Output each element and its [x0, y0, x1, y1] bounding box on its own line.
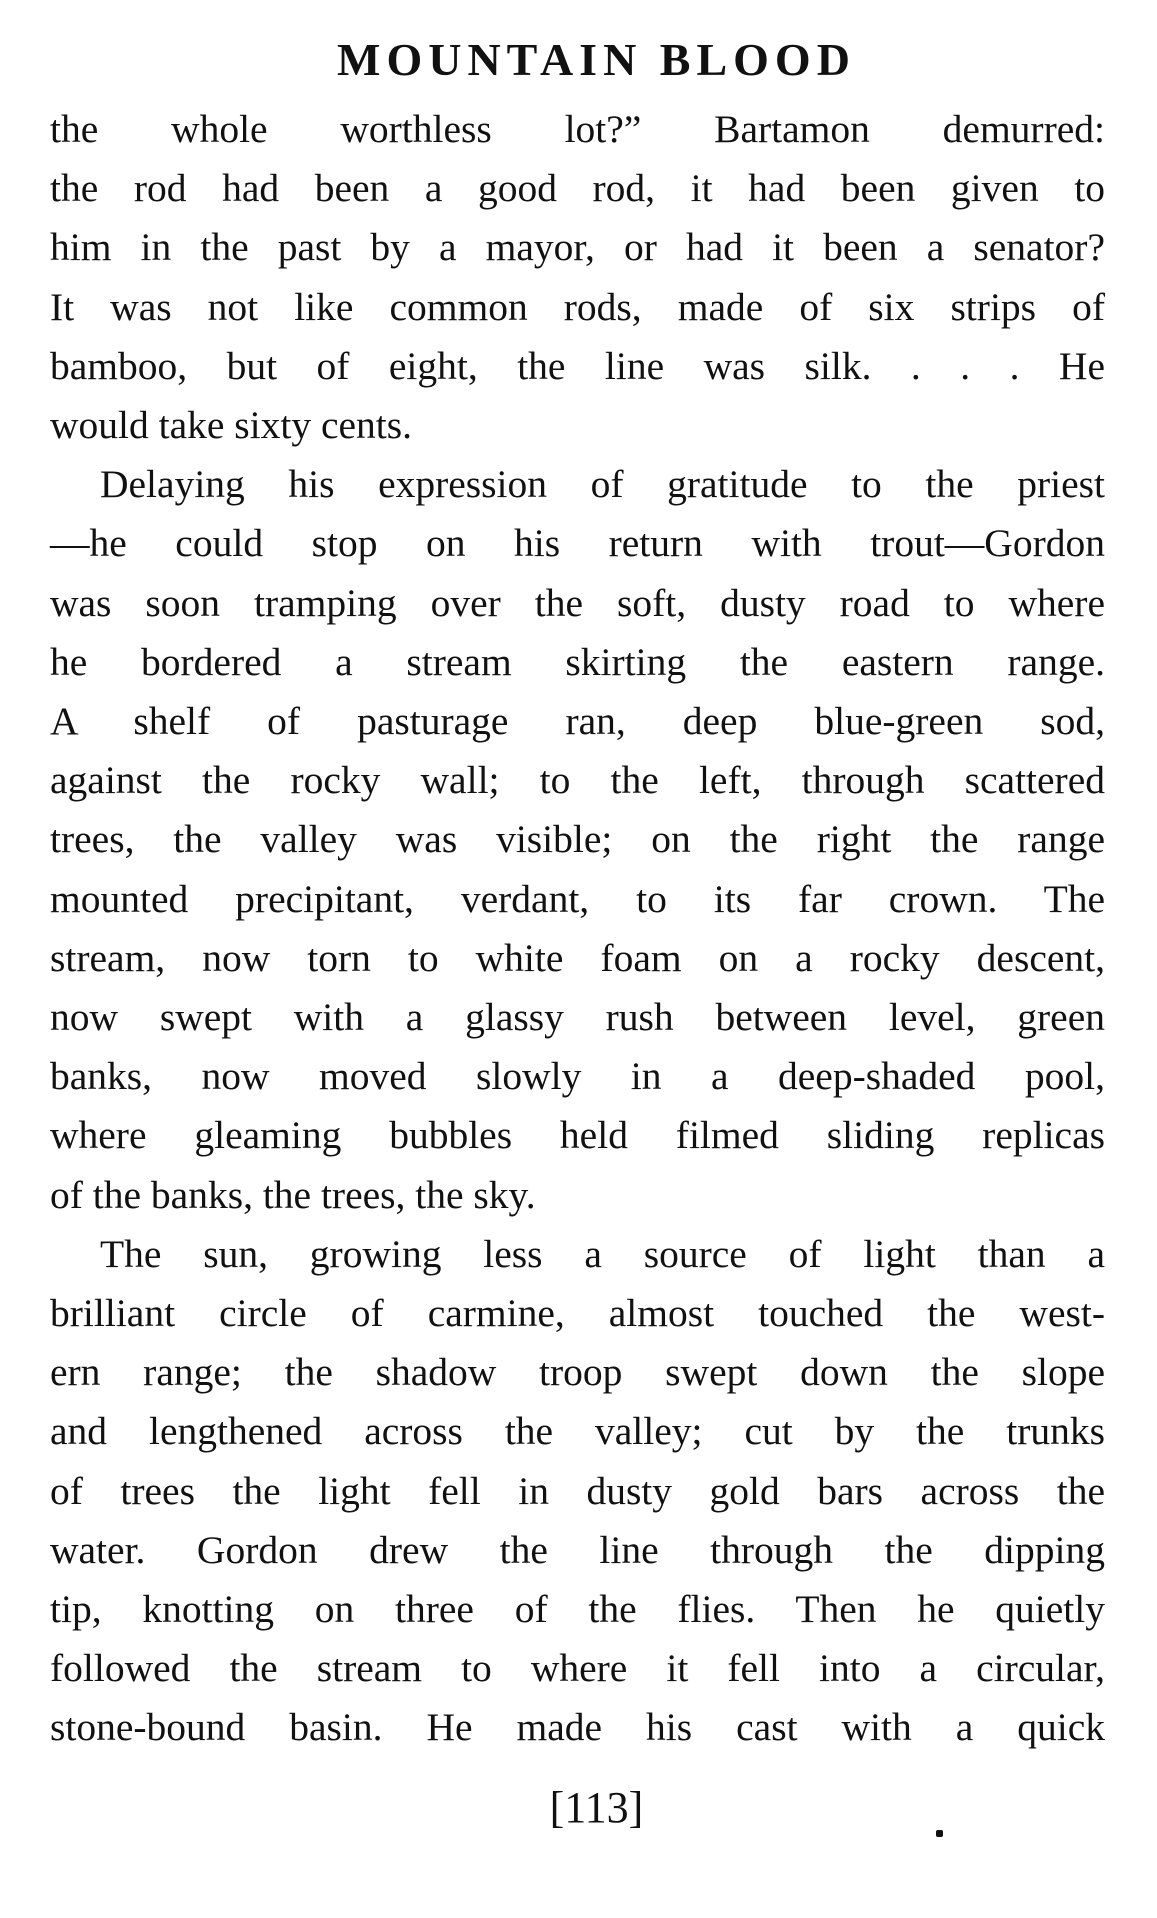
running-head: MOUNTAIN BLOOD — [337, 34, 856, 85]
paragraph — [50, 455, 1105, 1225]
text-line: bamboo, but of eight, the line was silk. . . . He — [50, 343, 1105, 388]
paragraph — [50, 100, 1105, 455]
text-line: mounted precipitant, verdant, to its far crown. The — [50, 876, 1105, 921]
text-line: of trees the light fell in dusty gold bars across the — [50, 1468, 1105, 1513]
text-line: would take sixty cents. — [50, 403, 413, 448]
text-line: him in the past by a mayor, or had it been a senator? — [50, 225, 1105, 270]
body-text — [50, 100, 1105, 1758]
text-line: Delaying his expression of gratitude to the priest — [100, 462, 1105, 507]
text-line: water. Gordon drew the line through the dipping — [50, 1527, 1105, 1572]
text-line: A shelf of pasturage ran, deep blue-green sod, — [50, 699, 1105, 744]
text-line: stone-bound basin. He made his cast with a quick — [50, 1705, 1105, 1750]
text-line: followed the stream to where it fell into a circular, — [50, 1646, 1105, 1691]
text-line: where gleaming bubbles held filmed sliding replicas — [50, 1113, 1105, 1158]
text-line: banks, now moved slowly in a deep-shaded pool, — [50, 1054, 1105, 1099]
text-line: tip, knotting on three of the flies. Then he quietly — [50, 1587, 1105, 1632]
text-line: brilliant circle of carmine, almost touched the west- — [50, 1291, 1105, 1336]
text-line: It was not like common rods, made of six strips of — [50, 284, 1105, 329]
ink-speck — [936, 1830, 943, 1837]
text-line: against the rocky wall; to the left, through scattered — [50, 758, 1105, 803]
text-line: and lengthened across the valley; cut by the trunks — [50, 1409, 1105, 1454]
text-line: he bordered a stream skirting the eastern range. — [50, 639, 1105, 684]
text-line: ern range; the shadow troop swept down the slope — [50, 1350, 1105, 1395]
text-line: now swept with a glassy rush between level, green — [50, 995, 1105, 1040]
text-line: was soon tramping over the soft, dusty road to where — [50, 580, 1105, 625]
text-line: of the banks, the trees, the sky. — [50, 1172, 536, 1217]
text-line: the whole worthless lot?” Bartamon demurred: — [50, 107, 1105, 151]
text-line: The sun, growing less a source of light than a — [100, 1231, 1105, 1276]
text-line: trees, the valley was visible; on the right the range — [50, 817, 1105, 862]
text-line: the rod had been a good rod, it had been given to — [50, 166, 1105, 211]
paragraph — [50, 1225, 1105, 1758]
text-line: —he could stop on his return with trout—Gordon — [50, 521, 1105, 566]
text-line: stream, now torn to white foam on a rocky descent, — [50, 935, 1105, 980]
page-number: [113] — [549, 1783, 644, 1832]
